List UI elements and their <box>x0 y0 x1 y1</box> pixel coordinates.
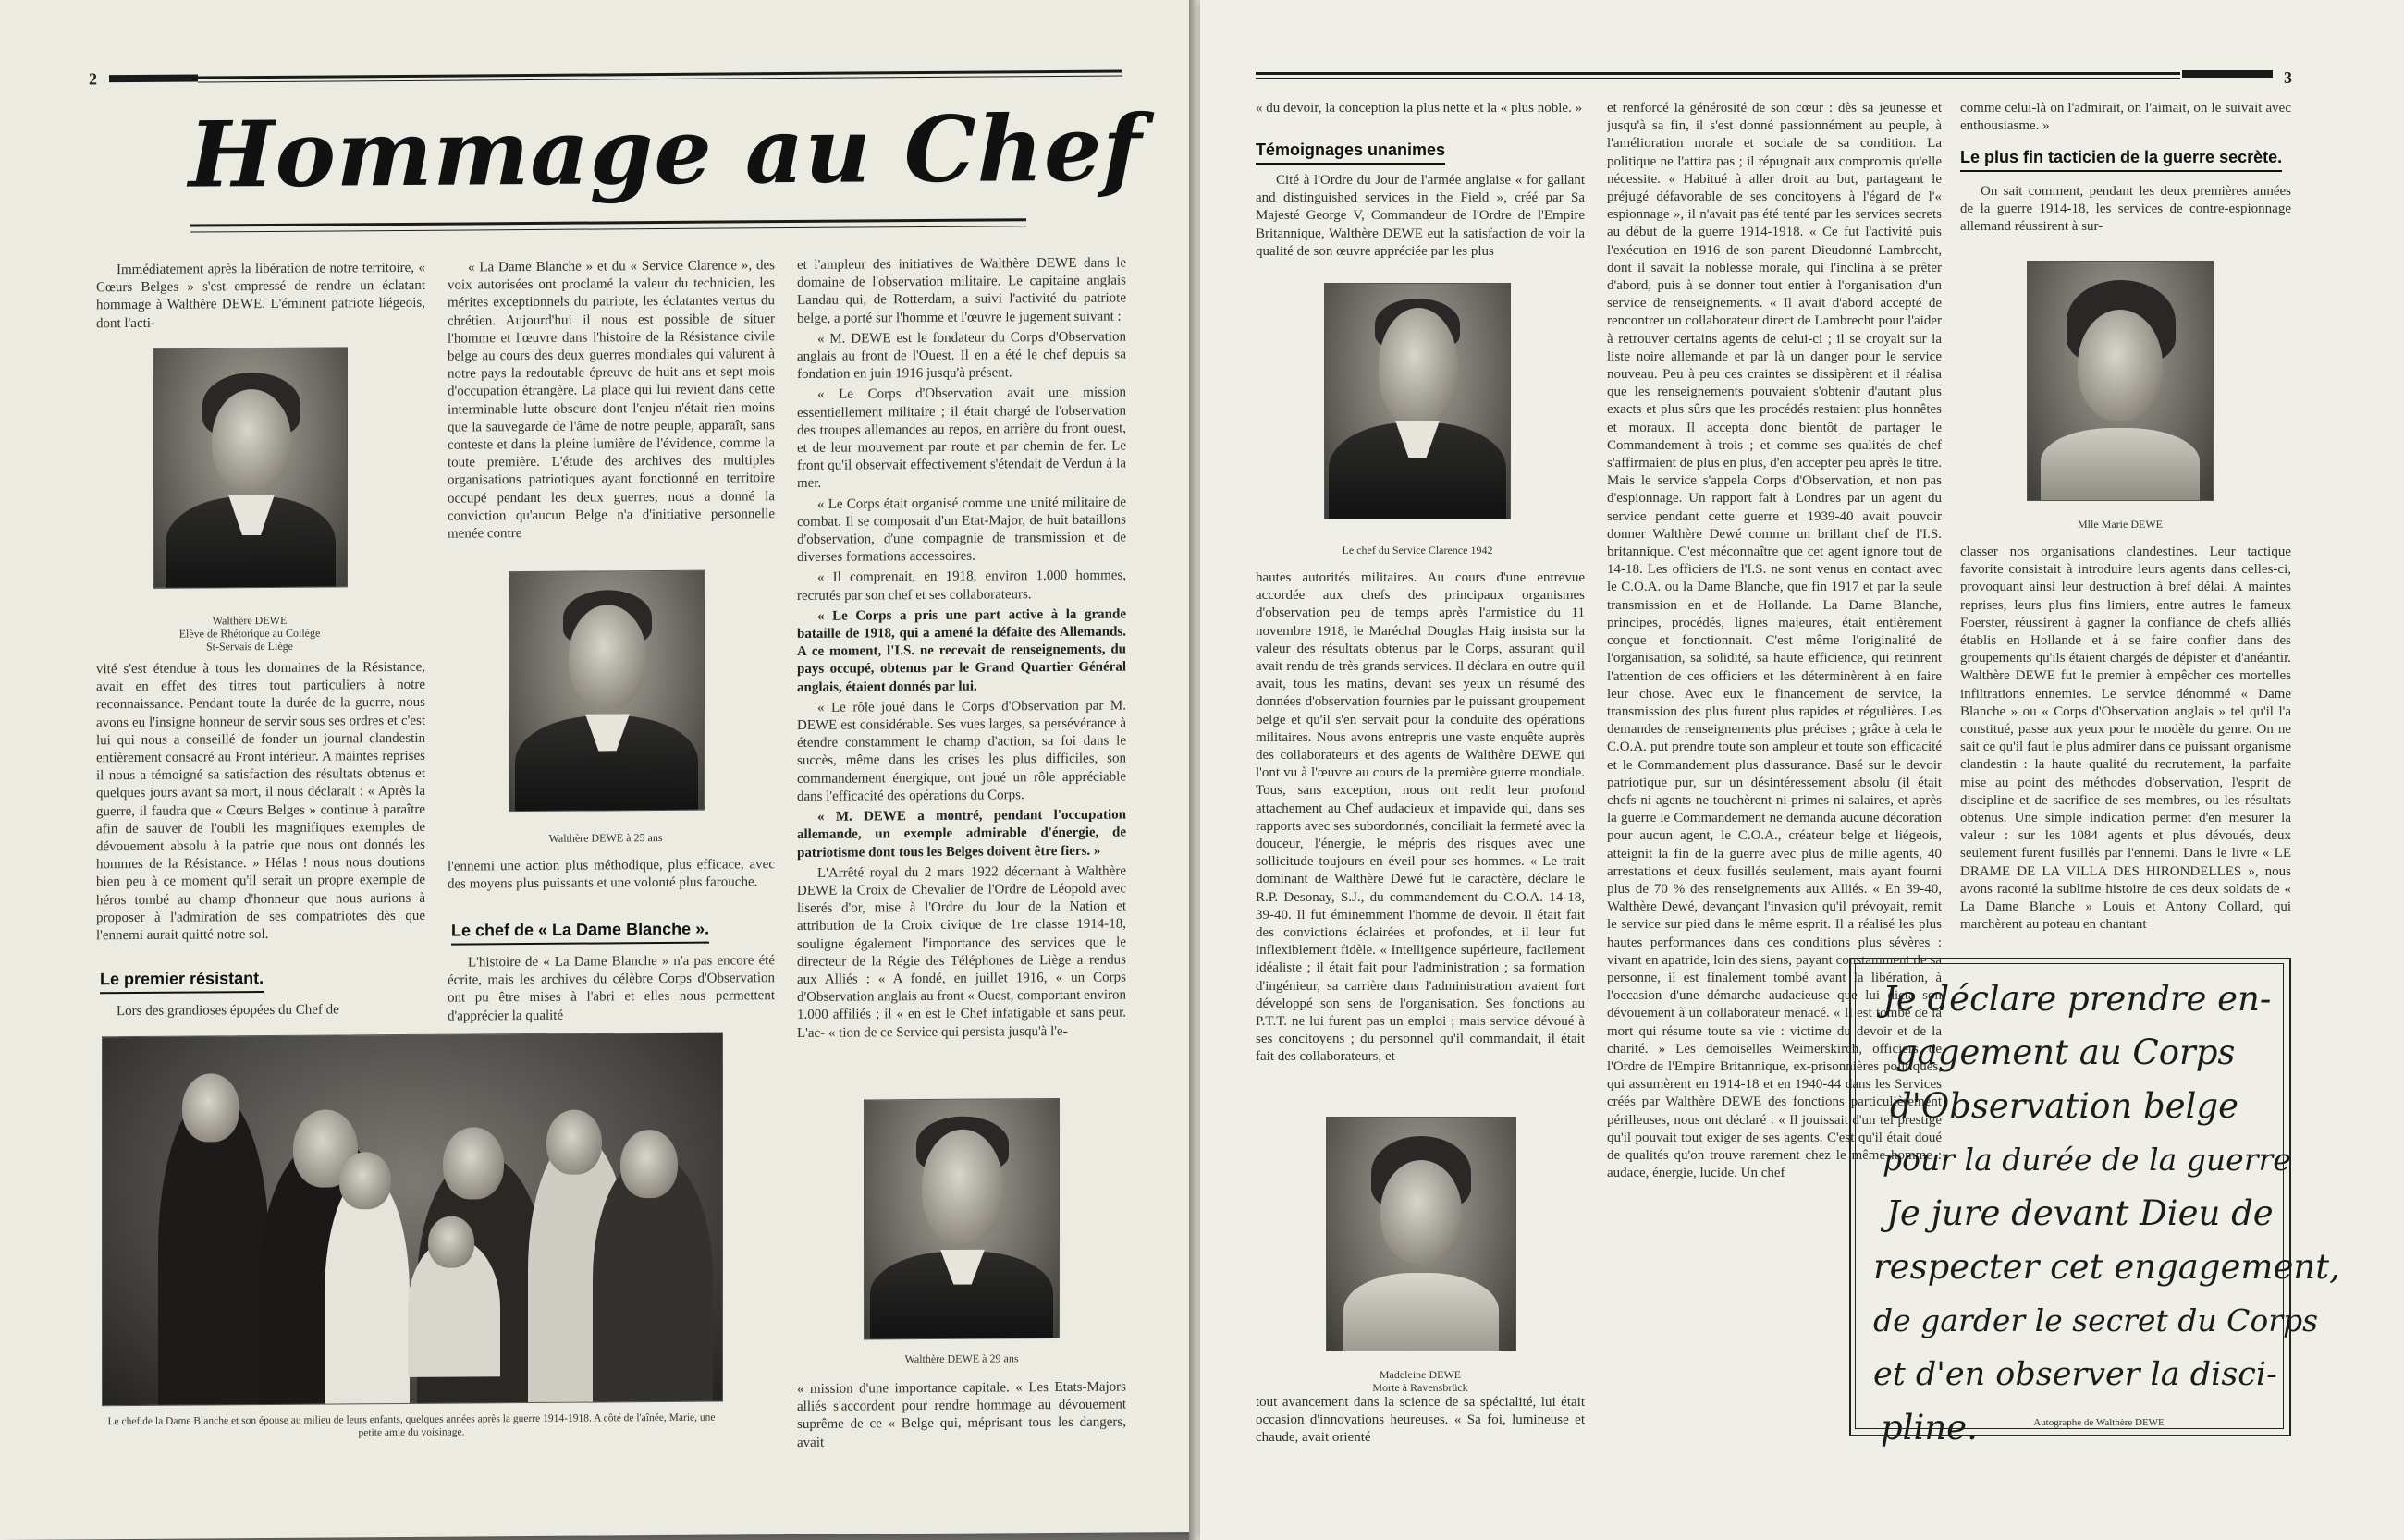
continuation-paragraph: vité s'est étendue à tous les domaines de la Résistance, avait en effet des titres tout particuliers à notre reconnaissance. Pendant toute la durée de la guerre, nous avons eu l'insigne honneur de servir sous ses ordres et c'est lui qui nous a conseillé de fonder un journal clandestin entièrement consacré au Front intérieur. A maintes reprises il nous a témoigné sa satisfaction des résultats obtenus et quelques jours avant sa mort, il nous déclarait : « Après la guerre, il faudra que « Cœurs Belges » continue à paraître afin de sauver de l'oubli les magnifiques exemples de dévouement absolu à la patrie que nous ont donnés les hommes de la Résistance. » Hélas ! nous nous doutions bien peu à ce moment qu'il serait un propre exemple de héros tombé au champ d'honneur que nous aurions à proposer à l'admiration de ses compatriotes dès que l'ennemi aurait quitté notre sol. <box>96 659 425 944</box>
right-column-1-top <box>1256 100 1585 120</box>
caption-portrait-young: Walthère DEWE Elève de Rhétorique au Collège St-Servais de Liège <box>178 613 321 654</box>
right-column-3-top <box>1960 100 2291 138</box>
right-column-1-bottom-paragraph: tout avancement dans la science de sa spécialité, lui était occasion d'innovations heureuses. « Sa foi, lumineuse et chaude, avait orienté <box>1256 1395 1585 1446</box>
title-underline-thin <box>190 226 1026 232</box>
handwriting-line: pline. <box>1881 1408 1978 1448</box>
continuation-column-1 <box>96 659 425 948</box>
left-page <box>0 0 1193 1540</box>
column-3-paragraph: « M. DEWE est le fondateur du Corps d'Observation anglais au front de l'Ouest. Il en a été le chef depuis sa fondation en juin 1916 jusqu'à présent. <box>797 329 1126 383</box>
header-rule-right <box>1256 72 2180 75</box>
portrait-madeleine-photo <box>1326 1117 1516 1351</box>
intro-column-1 <box>96 260 425 336</box>
section-text-temoignages <box>1256 172 1585 263</box>
right-column-1-middle-paragraph: hautes autorités militaires. Au cours d'une entrevue accordée aux chefs des principaux organismes d'observation peu de temps après l'armistice du 11 novembre 1918, le Maréchal Douglas Haig insista sur la valeur des résultats obtenus par le Corps, assurant qu'il avait rendu de très grands services. Il déclara en outre qu'il avait, tous les matins, devant ses yeux un résumé des données d'observation fournies par le puissant groupement belge et qu'il s'en servait pour la conduite des opérations militaires. Nous avons entrepris une vaste enquête auprès des collaborateurs et des agents de Walthère DEWE qui l'ont vu à l'œuvre au cours de la première guerre mondiale. Tous, sans exception, nous ont redit leur profond attachement au Chef audacieux et impavide qui, dans ses rapports avec ses subordonnés, conciliait la fermeté avec la douceur, l'énergie, le mépris des risques avec une sollicitude toujours en éveil pour ses hommes. « Le trait dominant de Walthère Dewé fut le caractère, déclare le R.P. Desonay, S.J., du commandement du C.O.A. 14-18, 39-40. Il fut éminemment l'homme de devoir. Il était fait des convictions éclairées et profondes, et il leur fut inflexiblement fidèle. « Intelligence supérieure, facilement idéaliste ; il était fait pour l'administration ; sa formation d'ingénieur, sa carrière dans l'administration avaient fort développé son sens de l'organisation. Ses fonctions au P.T.T. ne lui furent pas un emploi ; mais service dévoué à ses concitoyens ; du personnel qu'il commandait, il était fait des collaborateurs, et <box>1256 570 1585 1065</box>
section-heading-premier-resistant: Le premier résistant. <box>100 969 264 994</box>
column-3-paragraph: et l'ampleur des initiatives de Walthère DEWE dans le domaine de l'observation militaire. Le capitaine anglais Landau qui, de Rotterdam, a suivi l'activité du patriote belge, a porté sur l'homme et l'œuvre le jugement suivant : <box>797 255 1126 326</box>
caption-portrait-1942: Le chef du Service Clarence 1942 <box>1342 544 1493 556</box>
column-3-paragraph: L'Arrêté royal du 2 mars 1922 décernant à Walthère DEWE la Croix de Chevalier de l'Ordre de Léopold avec liserés d'or, mise à l'Ordre du Jour de la Nation et attribution de la Croix civique de 1re classe 1914-18, souligne également l'importance des services que le directeur de la Régie des Téléphones de Liège a rendus aux Alliés : « A fondé, en juillet 1916, « un Corps d'Observation anglais au front « Ouest, comportant environ 1.000 affiliés ; il « en est le Chef infatigable et sans peur. L'ac- « tion de ce Service qui persista jusqu'à l'e- <box>797 863 1126 1041</box>
caption-portrait-madeleine: Madeleine DEWE Morte à Ravensbrück <box>1372 1368 1468 1394</box>
caption-portrait-29: Walthère DEWE à 29 ans <box>904 1351 1019 1366</box>
page-number-left: 2 <box>89 69 97 89</box>
caption-portrait-25: Walthère DEWE à 25 ans <box>548 830 663 845</box>
section-heading-dame-blanche: Le chef de « La Dame Blanche ». <box>451 920 709 946</box>
column-3-paragraph-bold: « M. DEWE a montré, pendant l'occupation allemande, un exemple admirable d'énergie, de patriotisme dont tous les Belges doivent être fiers. » <box>797 807 1126 861</box>
autograph-handwriting <box>1870 972 2340 1455</box>
header-bar-left <box>109 75 198 83</box>
section-paragraph: Lors des grandioses épopées du Chef de <box>117 1002 339 1020</box>
figure-head <box>443 1127 504 1199</box>
portrait-face <box>1380 1160 1462 1264</box>
family-photo <box>102 1033 723 1407</box>
column-3-paragraph-bold: « Le Corps a pris une part active à la grande bataille de 1918, qui a amené la défaite des Allemands. A ce moment, l'I.S. ne recevait de renseignements, du pays occupé, obtenus par le Grand Quartier Général anglais, étaient donnés par lui. <box>797 606 1126 695</box>
figure-head <box>339 1152 391 1209</box>
intro-paragraph: Immédiatement après la libération de notre territoire, « Cœurs Belges » s'est empressé de rendre un éclatant hommage à Walthère DEWE. L'éminent patriote liégeois, dont l'acti- <box>96 260 425 331</box>
right-column-3-top-paragraph: comme celui-là on l'admirait, on l'aimait, on le suivait avec enthousiasme. » <box>1960 101 2291 134</box>
column-3-bottom-paragraph: « mission d'une importance capitale. « Les Etats-Majors alliés s'accordent pour rendre hommage au dévouement suprême de ce « Belge qui, méprisant tous les dangers, avait <box>797 1379 1126 1450</box>
column-3-paragraph: « Le rôle joué dans le Corps d'Observation par M. DEWE est considérable. Ses vues larges, sa persévérance à étendre constamment le champ d'action, sa foi dans le succès, même dans les crises les plus difficiles, son commandement énergique, ont joué un rôle appréciable dans l'efficacité des opérations du Corps. <box>797 698 1126 804</box>
handwriting-line: pour la durée de la guerre <box>1883 1142 2291 1178</box>
header-rule-left <box>198 70 1122 79</box>
handwriting-line: Je déclare prendre en- <box>1883 979 2272 1019</box>
portrait-25-photo <box>509 570 705 812</box>
portrait-marie-photo <box>2027 261 2214 501</box>
handwriting-line: Je jure devant Dieu de <box>1886 1193 2274 1233</box>
section-paragraph: L'histoire de « La Dame Blanche » n'a pas encore été écrite, mais les archives du célèbre Corps d'Observation ont pu être mises à l'abri et elles nous permettent d'apprécier la qualité <box>448 953 775 1024</box>
section-heading-temoignages: Témoignages unanimes <box>1256 141 1445 165</box>
handwriting-line: respecter cet engagement, <box>1873 1247 2340 1287</box>
column-3 <box>797 254 1126 1045</box>
portrait-face <box>922 1129 1003 1244</box>
figure-head <box>620 1130 678 1198</box>
caption-family-photo: Le chef de la Dame Blanche et son épouse au milieu de leurs enfants, quelques années après la guerre 1914-1918. A côté de l'aînée, Marie, une petite amie du voisinage. <box>107 1412 716 1439</box>
section-text-tacticien <box>1960 183 2291 239</box>
portrait-face <box>2078 310 2163 421</box>
right-column-3-middle <box>1960 544 2291 943</box>
figure-head <box>546 1109 602 1174</box>
column-2-continued <box>448 856 775 897</box>
title-underline <box>190 218 1026 226</box>
page-number-right: 3 <box>2284 68 2292 87</box>
page-title: Hommage au Chef <box>189 95 1143 209</box>
column-3-paragraph: « Il comprenait, en 1918, environ 1.000 hommes, recrutés par son chef et ses collaborateurs. <box>797 568 1126 604</box>
header-rule-right-thin <box>1256 78 2180 79</box>
section-text-premier-resistant <box>96 1001 425 1024</box>
right-column-1-top-paragraph: « du devoir, la conception la plus nette et la « plus noble. » <box>1256 101 1583 116</box>
section-paragraph: Cité à l'Ordre du Jour de l'armée anglaise « for gallant and distinguished services in the Field », créé par Sa Majesté George V, Commandeur de l'Ordre de l'Empire Britannique, Walthère DEWE eut la satisfaction de voir la qualité de son œuvre appréciée par les plus <box>1256 173 1585 259</box>
portrait-blouse <box>2041 428 2200 501</box>
handwriting-line: d'Observation belge <box>1890 1086 2238 1126</box>
right-column-2-paragraph: et renforcé la générosité de son cœur : dès sa jeunesse et jusqu'à sa fin, il s'est donné passionnément au peuple, à l'amélioration morale et sociale de sa condition. La politique ne l'attira pas ; il répugnait aux compromis qu'elle nécessite. « Habitué à aller droit au but, partageant le préjugé défavorable de ses concitoyens à l'égard de l'« espionnage », il n'avait pas été tenté par les services secrets au début de la guerre 1914-1918. « Ce fut l'activité puis l'exécution en 1916 de son parent Dieudonné Lambrecht, dont il savait la noblesse morale, qui l'inclina à se prêter d'abord, puis à se donner tout entier à l'organisation d'un service de renseignements. « Il avait d'abord accepté de rencontrer un collaborateur direct de Lambrecht pour l'aider à retrouver certains agents de celui-ci ; il se croyait sur la liste noire allemande et par là un danger pour le service nouveau. Peu à peu ces craintes se dissipèrent et il réalisa que les renseignements pouvaient s'obtenir d'autant plus exacts et plus sûrs que les procédés restaient plus honnêtes et moraux. Il accepta donc bientôt de partager le Commandement à trois ; et comme ses qualités de chef s'affirmaient de plus en plus, d'en accepter peu après le titre. Mais le service s'appela Corps d'Observation, et non pas d'espionnage. Un rapport fait à Londres par un agent du service pendant cette guerre et 1939-40 avait pouvoir donner Walthère Dewé comme un brillant chef de l'I.S. britannique. C'est méconnaître que cet agent ignore tout de 14-18. Les officiers de l'I.S. ne sont venus en contact avec le C.O.A. ou la Dame Blanche, que fin 1917 et par la seule transmission en et de Hollande. La Dame Blanche, principes, procédés, lignes majeures, était entièrement conçue et fonctionnait. C'est même l'originalité de l'organisation, sa solidité, sa haute efficience, qui retinrent l'attention de ces officiers et les déterminèrent à en faire leur chose. Avec eux le financement de service, la transmission des plus furent plus rapides et régulières. Les demandes de renseignements plus précises ; grâce à cela le C.O.A. put prendre toute son ampleur et toute son efficacité et le Commandement plus d'assurance. Basé sur le devoir patriotique pur, sur un désintéressement absolu (il était chefs ni agents ne touchèrent ni primes ni salaires, et après la guerre le Commandement ne demanda aucune décoration pour aucun agent, le C.O.A., créateur belge et liégeois, atteignit la fin de la guerre avec plus de mille agents, 40 arrestations et deux fusillés seulement, mais ayant fourni plus de 70 % des renseignements aux Alliés. « En 39-40, Walthère Dewé, devançant l'invasion qu'il prévoyait, remit le service sur pied dans le même esprit. Il a réalisé les plus hautes performances dans ces conditions plus sévères : vivant en apatride, loin des siens, payant constamment de sa personne, il est finalement tombé avant la libération, à l'occasion d'une démarche audacieuse que lui dicta son dévouement à un collaborateur menacé. « Il est tombé de la mort qui résume toute sa vie : victime du devoir et de la charité. » Les demoiselles Weimerskirch, officiers de l'Ordre de l'Empire Britannique, ex-prisonnières politiques, qui assumèrent en 1914-18 et en 1940-44 dans les Services créés par Walthère DEWE des fonctions particulièrement périlleuses, nous ont déclaré : « Il jouissait d'un tel prestige qu'il pouvait tout exiger de ses agents. C'est qu'il était doué de qualités qu'on trouve rarement chez le même homme : audace, énergie, lucide. Un chef <box>1607 101 1942 1181</box>
portrait-face <box>212 389 291 492</box>
portrait-1942-photo <box>1324 283 1511 519</box>
right-column-1-middle <box>1256 569 1585 1102</box>
right-column-1-bottom <box>1256 1394 1585 1450</box>
caption-portrait-marie: Mlle Marie DEWE <box>2078 518 2163 531</box>
figure-head <box>182 1073 239 1142</box>
figure-head <box>428 1216 474 1267</box>
portrait-29-photo <box>864 1098 1060 1339</box>
right-column-3-middle-paragraph: classer nos organisations clandestines. Leur tactique favorite consistait à introduire leurs agents dans celles-ci, provoquant ainsi leur destruction à bref délai. A maintes reprises, leurs plus fins limiers, entre autres le fameux Foerster, réussirent à gagner la confiance de chefs alliés établis en Hollande et à se faire confier dans des groupements qu'ils étaient chargés de dépister et d'anéantir. Walthère DEWE fut le premier à empêcher ces mortelles infiltrations ennemies. Le service dénommé « Dame Blanche » ou « Corps d'Observation anglais » tel qu'il l'a constitué, passe aux yeux pour le modèle du genre. On ne sait ce qu'il faut le plus admirer dans ce puissant organisme clandestin : la haute qualité du recrutement, la parfaite mise au point des méthodes d'observation, l'esprit de discipline et de sacrifice de ses membres, ou les résultats obtenus. Une simple indication permet d'en mesurer la valeur : sur les 1084 agents et plus dévoués, deux seulement furent fusillés par l'ennemi. Dans le livre « LE DRAME DE LA VILLA DES HIRONDELLES », nous avons raconté la sublime histoire de ces deux soldats de « La Dame Blanche » Louis et Antony Collard, qui marchèrent au poteau en chantant <box>1960 544 2291 933</box>
header-bar-right <box>2182 70 2273 78</box>
column-3-bottom <box>797 1378 1126 1454</box>
handwriting-line: de garder le secret du Corps <box>1873 1302 2319 1338</box>
column-2-paragraph: « La Dame Blanche » et du « Service Clarence », des voix autorisées ont proclamé la valeur du technicien, les mérites exceptionnels du patriote, les éclatantes vertus du chrétien. Aujourd'hui il nous est possible de situer l'homme et l'œuvre dans l'histoire de la Résistance civile belge au cours des deux guerres mondiales qui valurent à notre pays la redoutable épreuve de huit ans et sept mois d'occupation étrangère. La place qui lui revient dans cette interminable lutte obscure dont l'enjeu n'était rien moins que la sauvegarde de l'âme de notre peuple, apparaît, sans conteste et dans la pleine lumière de l'évidence, comme la toute première. L'étude des archives des multiples organisations patriotiques ayant fonctionné en territoire occupé pendant les deux guerres, nous a donné la conviction qu'aucun Belge n'a d'initiative personnelle menée contre <box>448 258 775 542</box>
section-heading-tacticien: Le plus fin tacticien de la guerre secrète. <box>1960 148 2282 172</box>
column-3-paragraph: « Le Corps d'Observation avait une mission essentiellement militaire ; il était chargé de l'observation des troupes allemandes au repos, en arrière du front ouest, et de leur mouvement par route et par chemin de fer. Le front qu'il observait effectivement s'étendait de Verdun à la mer. <box>797 385 1126 492</box>
caption-autograph: Autographe de Walthère DEWE <box>2033 1417 2165 1428</box>
column-3-paragraph: « Le Corps était organisé comme une unité militaire de combat. Il se composait d'un Etat-Major, de huit bataillons d'observation, d'une compagnie de transmission et de diverses formations accessoires. <box>797 495 1126 566</box>
handwriting-line: et d'en observer la disci- <box>1873 1356 2277 1393</box>
section-paragraph: On sait comment, pendant les deux premières années de la guerre 1914-18, les services de contre-espionnage allemand réussirent à sur- <box>1960 184 2291 235</box>
section-text-dame-blanche <box>448 952 775 1028</box>
right-page <box>1200 0 2404 1540</box>
handwriting-line: gagement au Corps <box>1895 1033 2236 1072</box>
portrait-young-photo <box>153 347 348 588</box>
column-2-paragraph-b: l'ennemi une action plus méthodique, plus efficace, avec des moyens plus puissants et une volonté plus farouche. <box>448 857 775 892</box>
portrait-face <box>569 605 646 709</box>
portrait-blouse <box>1343 1273 1499 1351</box>
portrait-face <box>1379 308 1458 426</box>
column-2 <box>448 257 775 546</box>
